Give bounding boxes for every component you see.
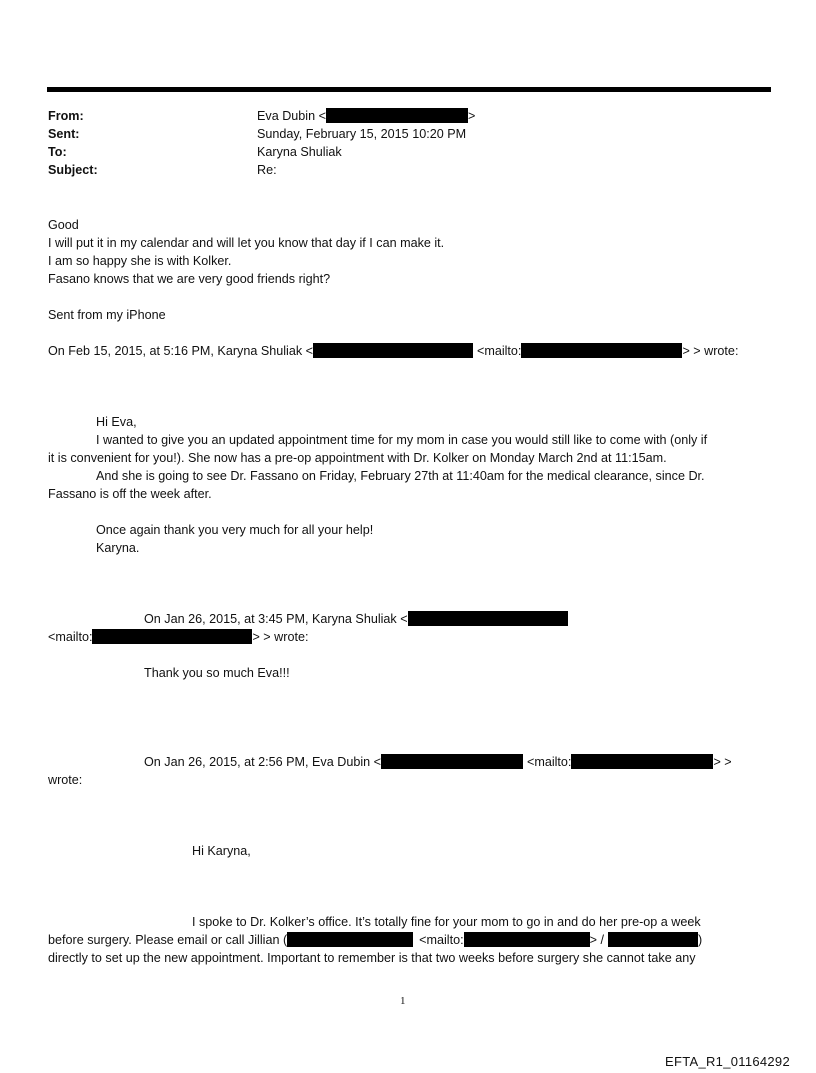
from-close: > xyxy=(467,109,476,123)
quote2-body: Thank you so much Eva!!! xyxy=(144,666,290,680)
quote2-header-line2 xyxy=(48,628,308,646)
quote2-header xyxy=(144,610,568,628)
from-value xyxy=(257,107,475,125)
subject-value: Re: xyxy=(257,163,277,177)
quote2-header-end: > > wrote: xyxy=(252,630,309,644)
sent-value: Sunday, February 15, 2015 10:20 PM xyxy=(257,127,467,141)
redaction-bar xyxy=(521,343,682,358)
quote3-header-end: > > xyxy=(713,755,732,769)
reply-line-3: I am so happy she is with Kolker. xyxy=(48,254,232,268)
quote1-mailto: <mailto: xyxy=(476,344,522,358)
quote1-header xyxy=(48,342,738,360)
from-name: Eva Dubin < xyxy=(257,109,326,123)
redaction-bar xyxy=(92,629,252,644)
reply-line-4: Fasano knows that we are very good friends right? xyxy=(48,272,331,286)
quote3-separator: > / xyxy=(589,933,604,947)
quote3-mailto-2: <mailto: xyxy=(419,933,464,947)
quote3-paragraph-1c: directly to set up the new appointment. Important to remember is that two weeks before surgery she cannot take any xyxy=(48,951,696,965)
quote3-mailto: <mailto: xyxy=(526,755,572,769)
redaction-bar xyxy=(464,932,590,947)
header-divider-rule xyxy=(47,87,771,92)
redaction-bar xyxy=(313,343,473,358)
redaction-bar xyxy=(408,611,568,626)
from-label: From: xyxy=(48,109,84,123)
reply-line-1: Good xyxy=(48,218,79,232)
redaction-bar xyxy=(608,932,698,947)
quote1-header-text: On Feb 15, 2015, at 5:16 PM, Karyna Shuliak < xyxy=(48,344,313,358)
quote1-greeting: Hi Eva, xyxy=(96,415,137,429)
redaction-bar xyxy=(381,754,523,769)
quote3-jillian: before surgery. Please email or call Jillian ( xyxy=(48,933,288,947)
quote3-greeting: Hi Karyna, xyxy=(192,844,251,858)
quote1-header-end: > > wrote: xyxy=(682,344,739,358)
quote3-wrote: wrote: xyxy=(48,773,83,787)
quote3-paragraph-1b xyxy=(48,931,702,949)
quote2-header-text: On Jan 26, 2015, at 3:45 PM, Karyna Shuliak < xyxy=(144,612,408,626)
redaction-bar xyxy=(287,932,413,947)
sent-label: Sent: xyxy=(48,127,80,141)
redaction-bar xyxy=(326,108,468,123)
to-label: To: xyxy=(48,145,67,159)
to-value: Karyna Shuliak xyxy=(257,145,342,159)
quote3-paragraph-1a: I spoke to Dr. Kolker’s office. It’s totally fine for your mom to go in and do her pre-op a week xyxy=(192,915,701,929)
reply-signature: Sent from my iPhone xyxy=(48,308,166,322)
quote1-paragraph-2a: And she is going to see Dr. Fassano on Friday, February 27th at 11:40am for the medical clearance, since Dr. xyxy=(96,469,705,483)
document-id: EFTA_R1_01164292 xyxy=(664,1054,790,1069)
quote1-paragraph-1b: it is convenient for you!). She now has a pre-op appointment with Dr. Kolker on Monday March 2nd at 11:15am. xyxy=(48,451,667,465)
quote1-paragraph-2b: Fassano is off the week after. xyxy=(48,487,212,501)
reply-line-2: I will put it in my calendar and will let you know that day if I can make it. xyxy=(48,236,445,250)
quote1-sign: Karyna. xyxy=(96,541,140,555)
quote1-paragraph-1a: I wanted to give you an updated appointment time for my mom in case you would still like to come with (only if xyxy=(96,433,708,447)
redaction-bar xyxy=(571,754,713,769)
quote3-header xyxy=(144,753,732,771)
quote1-thanks: Once again thank you very much for all your help! xyxy=(96,523,374,537)
quote3-header-text: On Jan 26, 2015, at 2:56 PM, Eva Dubin < xyxy=(144,755,381,769)
quote3-close-paren: ) xyxy=(697,933,703,947)
quote2-mailto: <mailto: xyxy=(48,630,93,644)
subject-label: Subject: xyxy=(48,163,98,177)
page-number: 1 xyxy=(400,995,406,1007)
